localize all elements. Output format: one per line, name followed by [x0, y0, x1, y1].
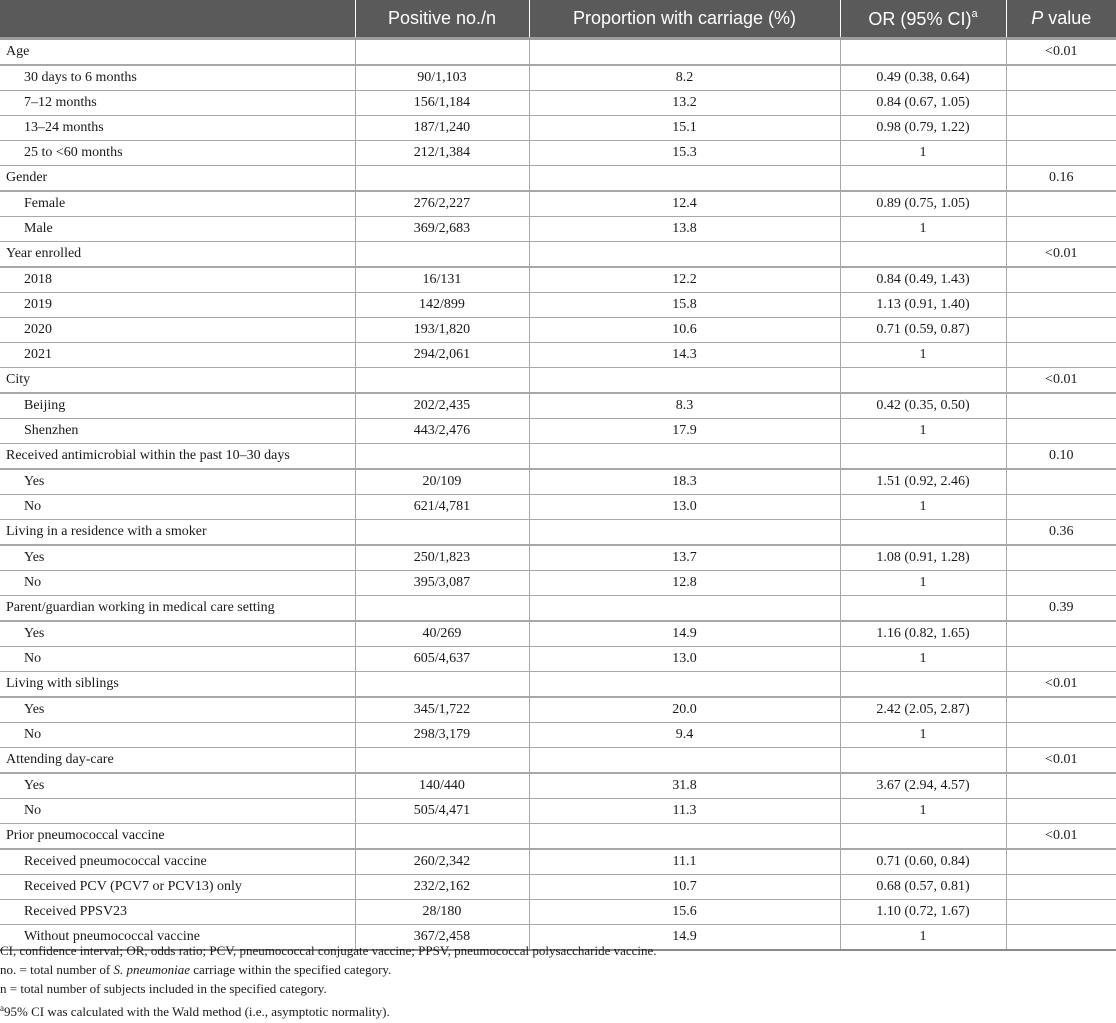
proportion-cell: 31.8 — [529, 773, 840, 799]
proportion-cell — [529, 824, 840, 850]
or-cell: 1 — [840, 799, 1006, 824]
row-label: No — [0, 799, 355, 824]
row-label: Age — [0, 39, 355, 66]
positive-cell: 202/2,435 — [355, 393, 529, 419]
row-label: Received PCV (PCV7 or PCV13) only — [0, 875, 355, 900]
or-cell: 1.16 (0.82, 1.65) — [840, 621, 1006, 647]
p-value-cell — [1006, 849, 1116, 875]
species-name: S. pneumoniae — [113, 962, 191, 977]
group-row — [0, 748, 1116, 774]
or-cell: 0.84 (0.49, 1.43) — [840, 267, 1006, 293]
table-row — [0, 116, 1116, 141]
p-value-cell — [1006, 419, 1116, 444]
table-row — [0, 697, 1116, 723]
positive-cell — [355, 166, 529, 192]
positive-cell: 156/1,184 — [355, 91, 529, 116]
or-cell: 0.71 (0.59, 0.87) — [840, 318, 1006, 343]
or-cell — [840, 368, 1006, 394]
table-row — [0, 647, 1116, 672]
row-label: Beijing — [0, 393, 355, 419]
row-label: No — [0, 495, 355, 520]
proportion-cell: 18.3 — [529, 469, 840, 495]
positive-cell: 187/1,240 — [355, 116, 529, 141]
positive-cell: 605/4,637 — [355, 647, 529, 672]
p-value-cell — [1006, 571, 1116, 596]
row-label: Living with siblings — [0, 672, 355, 698]
table-row — [0, 571, 1116, 596]
p-value-cell — [1006, 469, 1116, 495]
table-row — [0, 849, 1116, 875]
proportion-cell — [529, 444, 840, 470]
proportion-cell: 10.7 — [529, 875, 840, 900]
header-proportion: Proportion with carriage (%) — [529, 0, 840, 39]
row-label: Year enrolled — [0, 242, 355, 268]
p-value-cell — [1006, 116, 1116, 141]
or-cell — [840, 39, 1006, 66]
or-cell: 0.71 (0.60, 0.84) — [840, 849, 1006, 875]
proportion-cell: 8.3 — [529, 393, 840, 419]
p-value-cell — [1006, 697, 1116, 723]
positive-cell: 28/180 — [355, 900, 529, 925]
or-cell: 1 — [840, 495, 1006, 520]
p-value-cell — [1006, 925, 1116, 951]
row-label: No — [0, 647, 355, 672]
table-row — [0, 723, 1116, 748]
table-row — [0, 91, 1116, 116]
row-label: Yes — [0, 697, 355, 723]
positive-cell: 298/3,179 — [355, 723, 529, 748]
row-label: Yes — [0, 621, 355, 647]
table-row — [0, 900, 1116, 925]
proportion-cell — [529, 520, 840, 546]
or-cell: 3.67 (2.94, 4.57) — [840, 773, 1006, 799]
positive-cell: 40/269 — [355, 621, 529, 647]
p-value-cell — [1006, 875, 1116, 900]
table-row — [0, 293, 1116, 318]
or-cell: 1 — [840, 925, 1006, 951]
row-label: Shenzhen — [0, 419, 355, 444]
group-row — [0, 166, 1116, 192]
or-cell: 2.42 (2.05, 2.87) — [840, 697, 1006, 723]
proportion-cell: 12.2 — [529, 267, 840, 293]
footnote-n-definition: n = total number of subjects included in the specified category. — [0, 981, 327, 996]
row-label: Gender — [0, 166, 355, 192]
positive-cell: 232/2,162 — [355, 875, 529, 900]
row-label: Parent/guardian working in medical care setting — [0, 596, 355, 622]
positive-cell: 369/2,683 — [355, 217, 529, 242]
p-value-cell: 0.10 — [1006, 444, 1116, 470]
proportion-cell: 11.1 — [529, 849, 840, 875]
positive-cell: 250/1,823 — [355, 545, 529, 571]
proportion-cell — [529, 242, 840, 268]
table-row — [0, 191, 1116, 217]
proportion-cell — [529, 166, 840, 192]
table-row — [0, 545, 1116, 571]
header-blank — [0, 0, 355, 39]
footnote-no-definition: no. = total number of S. pneumoniae carriage within the specified category. — [0, 962, 392, 977]
p-value-cell — [1006, 621, 1116, 647]
positive-cell — [355, 672, 529, 698]
table-row — [0, 875, 1116, 900]
p-value-cell: 0.16 — [1006, 166, 1116, 192]
table-row — [0, 267, 1116, 293]
p-value-cell: <0.01 — [1006, 242, 1116, 268]
row-label: Yes — [0, 469, 355, 495]
row-label: 2020 — [0, 318, 355, 343]
row-label: No — [0, 571, 355, 596]
table-row — [0, 419, 1116, 444]
proportion-cell: 13.2 — [529, 91, 840, 116]
positive-cell: 193/1,820 — [355, 318, 529, 343]
row-label: 13–24 months — [0, 116, 355, 141]
or-cell: 1 — [840, 217, 1006, 242]
row-label: City — [0, 368, 355, 394]
positive-cell — [355, 444, 529, 470]
group-row — [0, 824, 1116, 850]
footnotes — [0, 943, 657, 1023]
row-label: 2018 — [0, 267, 355, 293]
positive-cell — [355, 242, 529, 268]
p-value-cell — [1006, 318, 1116, 343]
row-label: Living in a residence with a smoker — [0, 520, 355, 546]
positive-cell — [355, 748, 529, 774]
p-value-cell — [1006, 723, 1116, 748]
or-cell — [840, 166, 1006, 192]
group-row — [0, 242, 1116, 268]
table-row — [0, 621, 1116, 647]
p-value-cell — [1006, 799, 1116, 824]
or-cell — [840, 824, 1006, 850]
positive-cell: 443/2,476 — [355, 419, 529, 444]
or-cell: 0.84 (0.67, 1.05) — [840, 91, 1006, 116]
proportion-cell: 15.3 — [529, 141, 840, 166]
row-label: Yes — [0, 545, 355, 571]
row-label: Received pneumococcal vaccine — [0, 849, 355, 875]
proportion-cell: 15.8 — [529, 293, 840, 318]
p-value-cell — [1006, 647, 1116, 672]
group-row — [0, 520, 1116, 546]
or-cell — [840, 520, 1006, 546]
positive-cell: 367/2,458 — [355, 925, 529, 951]
or-cell: 1 — [840, 723, 1006, 748]
group-row — [0, 596, 1116, 622]
row-label: 2021 — [0, 343, 355, 368]
proportion-cell: 13.0 — [529, 495, 840, 520]
proportion-cell: 12.8 — [529, 571, 840, 596]
or-cell: 1 — [840, 647, 1006, 672]
footnote-abbreviations: CI, confidence interval; OR, odds ratio; PCV, pneumococcal conjugate vaccine; PPSV, pneumococcal polysaccharide vaccine. — [0, 943, 657, 958]
proportion-cell: 11.3 — [529, 799, 840, 824]
positive-cell: 16/131 — [355, 267, 529, 293]
header-positive: Positive no./n — [355, 0, 529, 39]
group-row — [0, 672, 1116, 698]
table-row — [0, 469, 1116, 495]
row-label: 30 days to 6 months — [0, 65, 355, 91]
group-row — [0, 39, 1116, 66]
p-value-cell — [1006, 545, 1116, 571]
p-value-cell — [1006, 91, 1116, 116]
proportion-cell: 15.6 — [529, 900, 840, 925]
positive-cell: 260/2,342 — [355, 849, 529, 875]
positive-cell: 505/4,471 — [355, 799, 529, 824]
p-value-cell: <0.01 — [1006, 672, 1116, 698]
or-cell: 0.89 (0.75, 1.05) — [840, 191, 1006, 217]
row-label: Received antimicrobial within the past 10–30 days — [0, 444, 355, 470]
positive-cell: 212/1,384 — [355, 141, 529, 166]
table-body — [0, 39, 1116, 951]
positive-cell — [355, 368, 529, 394]
p-value-cell: <0.01 — [1006, 824, 1116, 850]
p-value-cell: <0.01 — [1006, 39, 1116, 66]
row-label: Without pneumococcal vaccine — [0, 925, 355, 951]
or-cell: 0.68 (0.57, 0.81) — [840, 875, 1006, 900]
positive-cell: 142/899 — [355, 293, 529, 318]
or-cell: 0.42 (0.35, 0.50) — [840, 393, 1006, 419]
row-label: No — [0, 723, 355, 748]
proportion-cell: 14.3 — [529, 343, 840, 368]
p-value-cell — [1006, 393, 1116, 419]
proportion-cell: 14.9 — [529, 925, 840, 951]
proportion-cell: 17.9 — [529, 419, 840, 444]
proportion-cell: 15.1 — [529, 116, 840, 141]
positive-cell: 345/1,722 — [355, 697, 529, 723]
or-cell — [840, 748, 1006, 774]
row-label: Attending day-care — [0, 748, 355, 774]
or-cell: 1 — [840, 419, 1006, 444]
group-row — [0, 444, 1116, 470]
row-label: Prior pneumococcal vaccine — [0, 824, 355, 850]
or-cell — [840, 242, 1006, 268]
row-label: 2019 — [0, 293, 355, 318]
p-value-cell: 0.39 — [1006, 596, 1116, 622]
or-cell — [840, 444, 1006, 470]
footnote-wald: $^a$95% CI was calculated with the Wald method (i.e., asymptotic normality). — [0, 1003, 390, 1019]
or-cell: 1.10 (0.72, 1.67) — [840, 900, 1006, 925]
p-value-cell: <0.01 — [1006, 368, 1116, 394]
positive-cell — [355, 824, 529, 850]
proportion-cell: 13.0 — [529, 647, 840, 672]
row-label: 7–12 months — [0, 91, 355, 116]
table-row — [0, 799, 1116, 824]
p-value-cell — [1006, 141, 1116, 166]
positive-cell: 90/1,103 — [355, 65, 529, 91]
proportion-cell: 13.8 — [529, 217, 840, 242]
p-value-cell — [1006, 267, 1116, 293]
proportion-cell — [529, 748, 840, 774]
or-cell: 0.49 (0.38, 0.64) — [840, 65, 1006, 91]
or-cell: 1.51 (0.92, 2.46) — [840, 469, 1006, 495]
proportion-cell: 14.9 — [529, 621, 840, 647]
row-label: Male — [0, 217, 355, 242]
proportion-cell: 12.4 — [529, 191, 840, 217]
table-row — [0, 393, 1116, 419]
header-or — [840, 0, 1006, 39]
or-cell: 1.08 (0.91, 1.28) — [840, 545, 1006, 571]
p-value-cell — [1006, 773, 1116, 799]
footnote-mark: a — [0, 1003, 4, 1013]
table-row — [0, 495, 1116, 520]
positive-cell: 621/4,781 — [355, 495, 529, 520]
proportion-cell — [529, 368, 840, 394]
positive-cell: 20/109 — [355, 469, 529, 495]
proportion-cell: 8.2 — [529, 65, 840, 91]
positive-cell: 294/2,061 — [355, 343, 529, 368]
table-row — [0, 773, 1116, 799]
table-row — [0, 343, 1116, 368]
header-p-value — [1006, 0, 1116, 39]
p-value-cell — [1006, 191, 1116, 217]
proportion-cell: 9.4 — [529, 723, 840, 748]
positive-cell: 140/440 — [355, 773, 529, 799]
proportion-cell: 20.0 — [529, 697, 840, 723]
positive-cell: 276/2,227 — [355, 191, 529, 217]
group-row — [0, 368, 1116, 394]
p-value-cell — [1006, 495, 1116, 520]
header-row — [0, 0, 1116, 39]
table-row — [0, 65, 1116, 91]
positive-cell — [355, 39, 529, 66]
positive-cell — [355, 520, 529, 546]
p-value-cell — [1006, 900, 1116, 925]
proportion-cell — [529, 672, 840, 698]
or-cell: 1 — [840, 571, 1006, 596]
row-label: Received PPSV23 — [0, 900, 355, 925]
header-or-label: OR (95% CI) — [868, 8, 972, 29]
p-value-cell: 0.36 — [1006, 520, 1116, 546]
row-label: Yes — [0, 773, 355, 799]
proportion-cell — [529, 39, 840, 66]
proportion-cell — [529, 596, 840, 622]
proportion-cell: 13.7 — [529, 545, 840, 571]
row-label: Female — [0, 191, 355, 217]
p-value-cell — [1006, 293, 1116, 318]
p-value-cell — [1006, 343, 1116, 368]
header-p-italic: P — [1031, 8, 1044, 28]
p-value-cell — [1006, 65, 1116, 91]
table-row — [0, 318, 1116, 343]
or-cell: 0.98 (0.79, 1.22) — [840, 116, 1006, 141]
row-label: 25 to <60 months — [0, 141, 355, 166]
p-value-cell — [1006, 217, 1116, 242]
table-row — [0, 141, 1116, 166]
or-cell: 1.13 (0.91, 1.40) — [840, 293, 1006, 318]
positive-cell: 395/3,087 — [355, 571, 529, 596]
table-row — [0, 217, 1116, 242]
header-p-rest: value — [1043, 8, 1092, 28]
proportion-cell: 10.6 — [529, 318, 840, 343]
or-cell — [840, 672, 1006, 698]
p-value-cell: <0.01 — [1006, 748, 1116, 774]
or-cell: 1 — [840, 343, 1006, 368]
or-cell: 1 — [840, 141, 1006, 166]
or-cell — [840, 596, 1006, 622]
positive-cell — [355, 596, 529, 622]
header-or-footnote-mark: a — [971, 7, 978, 20]
